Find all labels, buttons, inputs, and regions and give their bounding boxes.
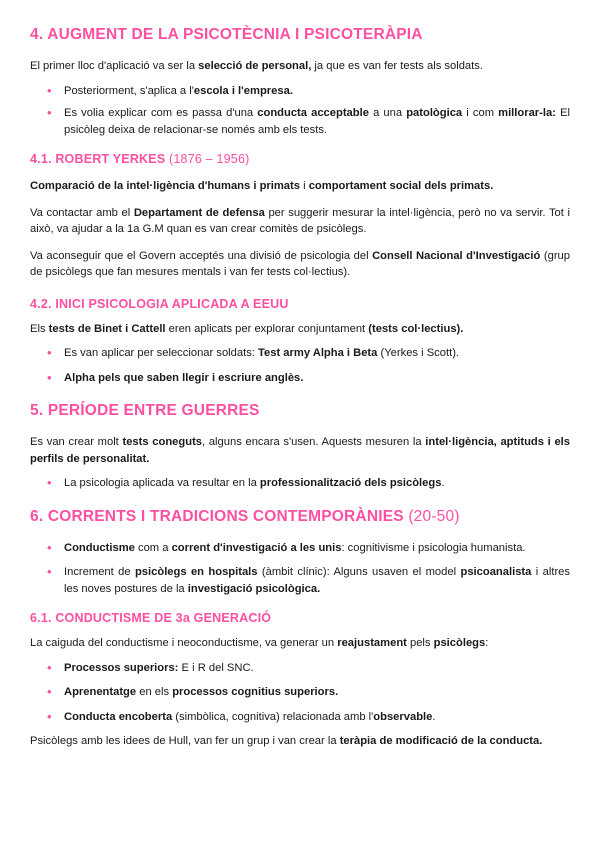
list-item: • La psicologia aplicada va resultar en la professionalització dels psicòlegs.: [47, 475, 445, 490]
section-6-heading: 6. CORRENTS I TRADICIONS CONTEMPORÀNIES (20-50): [30, 507, 460, 525]
section-6-1-list: [30, 660, 570, 726]
bullet-icon: •: [47, 684, 52, 699]
section-5-list: [30, 475, 570, 492]
section-4-1-paragraph-3: Va aconseguir que el Govern acceptés una divisió de psicologia del Consell Nacional d'Investigació (grup de psicòlegs que fan mesures mentals i van fer tests col·lectius).: [30, 249, 570, 278]
bullet-icon: •: [47, 369, 52, 385]
list-item: • Es volia explicar com es passa d'una conducta acceptable a una patològica i com millorar-la: El psicòleg deixa de relacionar-se només amb els tests.: [47, 105, 571, 136]
section-4-1-heading: 4.1. ROBERT YERKES (1876 – 1956): [30, 152, 250, 166]
bullet-icon: •: [47, 345, 52, 360]
list-item: • Conductisme com a corrent d'investigació a les unis: cognitivisme i psicologia humanista.: [47, 539, 526, 555]
bullet-icon: •: [47, 82, 52, 98]
list-item: • Aprenentatge en els processos cognitius superiors.: [47, 684, 339, 699]
bullet-icon: •: [47, 539, 52, 555]
bullet-icon: •: [47, 708, 52, 724]
section-5-paragraph: Es van crear molt tests coneguts, alguns encara s'usen. Aquests mesuren la intel·ligència, aptituds i els perfils de personalitat.: [30, 436, 571, 465]
section-6-1-paragraph-2: Psicòlegs amb les idees de Hull, van fer un grup i van crear la teràpia de modificació de la conducta.: [30, 735, 543, 747]
list-item: • Increment de psicòlegs en hospitals (àmbit clínic): Alguns usaven el model psicoanalista i altres les noves postures de la investigació psicològica.: [47, 564, 570, 595]
section-4-heading: 4. AUGMENT DE LA PSICOTÈCNIA I PSICOTERÀPIA: [30, 26, 423, 43]
section-4-2-heading: 4.2. INICI PSICOLOGIA APLICADA A EEUU: [30, 296, 289, 311]
bullet-icon: •: [47, 659, 52, 675]
section-4-2-list: [30, 345, 570, 386]
section-4-paragraph: El primer lloc d'aplicació va ser la selecció de personal, ja que es van fer tests als soldats.: [30, 60, 483, 72]
section-5-heading: 5. PERÍODE ENTRE GUERRES: [30, 402, 260, 419]
list-item: • Es van aplicar per seleccionar soldats: Test army Alpha i Beta (Yerkes i Scott).: [47, 345, 460, 360]
list-item: • Processos superiors: E i R del SNC.: [47, 659, 254, 675]
section-4-list: [30, 83, 570, 139]
section-6-1-heading: 6.1. CONDUCTISME DE 3a GENERACIÓ: [30, 611, 272, 625]
section-4-2-paragraph: Els tests de Binet i Cattell eren aplicats per explorar conjuntament (tests col·lectius).: [30, 322, 464, 335]
list-item: • Alpha pels que saben llegir i escriure anglès.: [47, 369, 304, 385]
section-6-1-paragraph-1: La caiguda del conductisme i neoconductisme, va generar un reajustament pels psicòlegs:: [30, 637, 489, 649]
bullet-icon: •: [47, 475, 52, 490]
bullet-icon: •: [47, 564, 52, 579]
bullet-icon: •: [47, 105, 52, 120]
section-4-1-paragraph-1: Comparació de la intel·ligència d'humans i primats i comportament social dels primats.: [30, 180, 494, 192]
section-4-1-paragraph-2: Va contactar amb el Departament de defensa per suggerir mesurar la intel·ligència, però no va servir. Tot i això, va ajudar a la 1a G.M quan es van crear comitès de psicòlegs.: [30, 206, 570, 235]
section-6-list: [30, 540, 570, 598]
list-item: • Conducta encoberta (simbòlica, cognitiva) relacionada amb l'observable.: [47, 708, 436, 724]
list-item: • Posteriorment, s'aplica a l'escola i l'empresa.: [47, 82, 293, 98]
